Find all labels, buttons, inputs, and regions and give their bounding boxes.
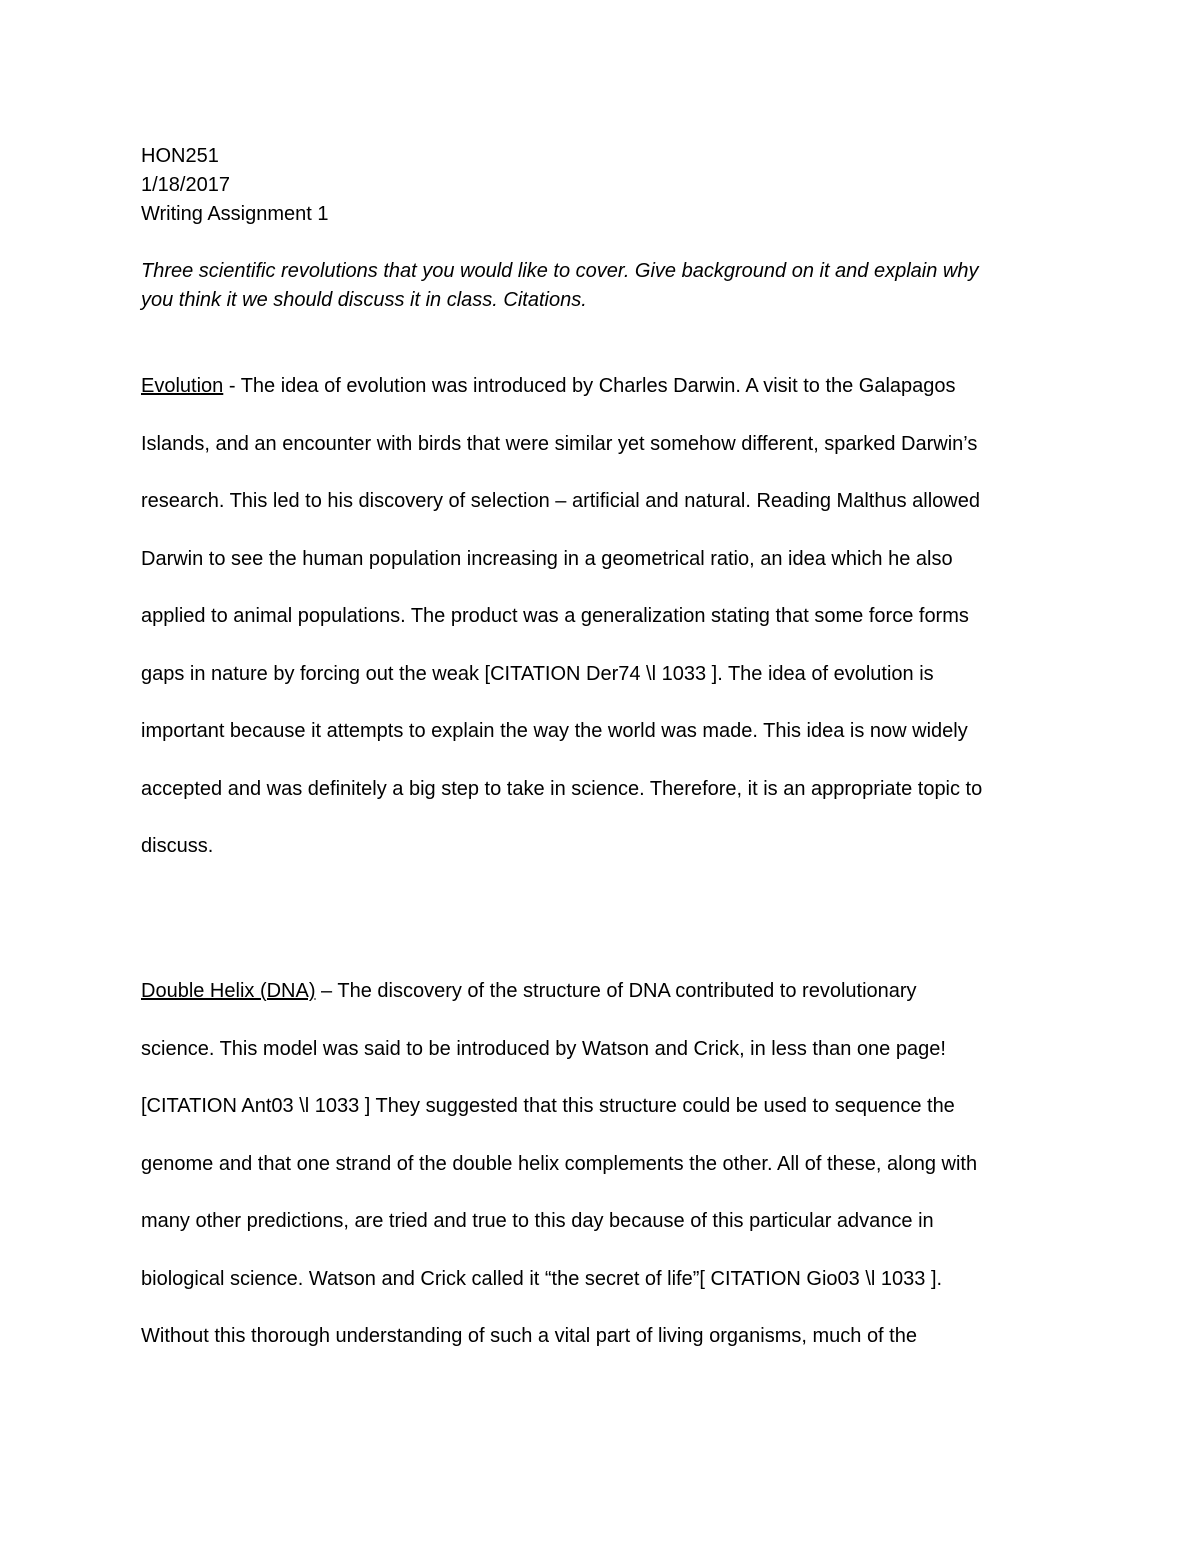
body-line: applied to animal populations. The product was a generalization stating that some force forms — [141, 605, 969, 627]
body-line: genome and that one strand of the double helix complements the other. All of these, along with — [141, 1152, 978, 1175]
body-line: Islands, and an encounter with birds that were similar yet somehow different, sparked Darwin’s — [141, 432, 978, 455]
assignment-prompt — [141, 257, 1071, 315]
evolution-heading: Evolution — [141, 375, 224, 397]
document-header — [141, 142, 1061, 229]
dna-section — [141, 977, 1081, 1380]
prompt-line: you think it we should discuss it in class. Citations. — [141, 289, 587, 311]
body-line: biological science. Watson and Crick called it “the secret of life”[ CITATION Gio03 \l 1033 ]. — [141, 1267, 943, 1290]
body-line: discuss. — [141, 835, 214, 857]
body-line: Darwin to see the human population increasing in a geometrical ratio, an idea which he also — [141, 547, 953, 570]
dna-heading: Double Helix (DNA) — [141, 980, 316, 1002]
prompt-line: Three scientific revolutions that you would like to cover. Give background on it and explain why — [141, 260, 979, 282]
section-first-line — [141, 977, 1081, 1035]
body-line: research. This led to his discovery of selection – artificial and natural. Reading Malthus allowed — [141, 490, 980, 512]
evolution-section — [141, 372, 1081, 890]
body-line: accepted and was definitely a big step to take in science. Therefore, it is an appropriate topic to — [141, 777, 983, 800]
body-line: science. This model was said to be introduced by Watson and Crick, in less than one page! — [141, 1037, 946, 1060]
course-code: HON251 — [141, 145, 219, 167]
body-text: – The discovery of the structure of DNA contributed to revolutionary — [315, 980, 917, 1002]
body-line: Without this thorough understanding of such a vital part of living organisms, much of the — [141, 1325, 917, 1347]
body-line: gaps in nature by forcing out the weak [CITATION Der74 \l 1033 ]. The idea of evolution is — [141, 662, 934, 685]
assignment-title: Writing Assignment 1 — [141, 203, 329, 225]
assignment-date: 1/18/2017 — [141, 174, 230, 196]
body-line: many other predictions, are tried and true to this day because of this particular advance in — [141, 1210, 934, 1232]
body-line: important because it attempts to explain the way the world was made. This idea is now widely — [141, 720, 968, 742]
section-first-line — [141, 372, 1081, 430]
body-line: [CITATION Ant03 \l 1033 ] They suggested that this structure could be used to sequence the — [141, 1095, 955, 1117]
body-text: - The idea of evolution was introduced by Charles Darwin. A visit to the Galapagos — [223, 375, 956, 397]
